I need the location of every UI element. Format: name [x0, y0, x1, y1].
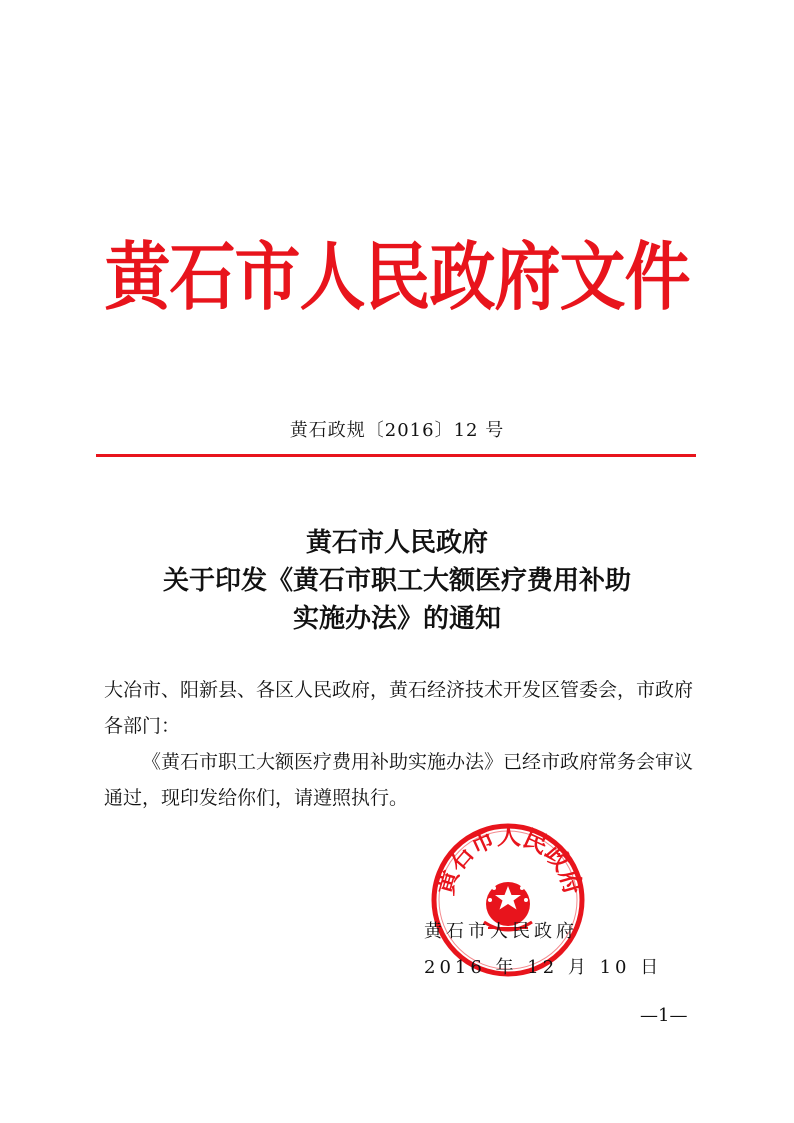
title-line-2: 关于印发《黄石市职工大额医疗费用补助	[162, 566, 631, 596]
red-divider-line	[96, 454, 696, 457]
recipients-line: 大冶市、阳新县、各区人民政府，黄石经济技术开发区管委会，市政府各部门：	[104, 679, 694, 737]
document-body	[104, 672, 704, 816]
signature-block	[424, 914, 662, 986]
body-paragraph: 《黄石市职工大额医疗费用补助实施办法》已经市政府常务会审议通过，现印发给你们，请遵照执行。	[104, 751, 694, 809]
document-title	[0, 524, 794, 638]
issuer-name: 黄石市人民政府	[424, 921, 578, 942]
title-line-1: 黄石市人民政府	[305, 528, 488, 558]
page-number: —1—	[640, 1005, 688, 1026]
seal-text: 黄石市人民政府	[429, 820, 588, 898]
issue-date: 2016 年 12 月 10 日	[424, 957, 663, 978]
title-line-3: 实施办法》的通知	[292, 604, 501, 634]
document-masthead: 黄石市人民政府文件	[104, 234, 690, 321]
document-number: 黄石政规〔2016〕12 号	[289, 420, 505, 441]
